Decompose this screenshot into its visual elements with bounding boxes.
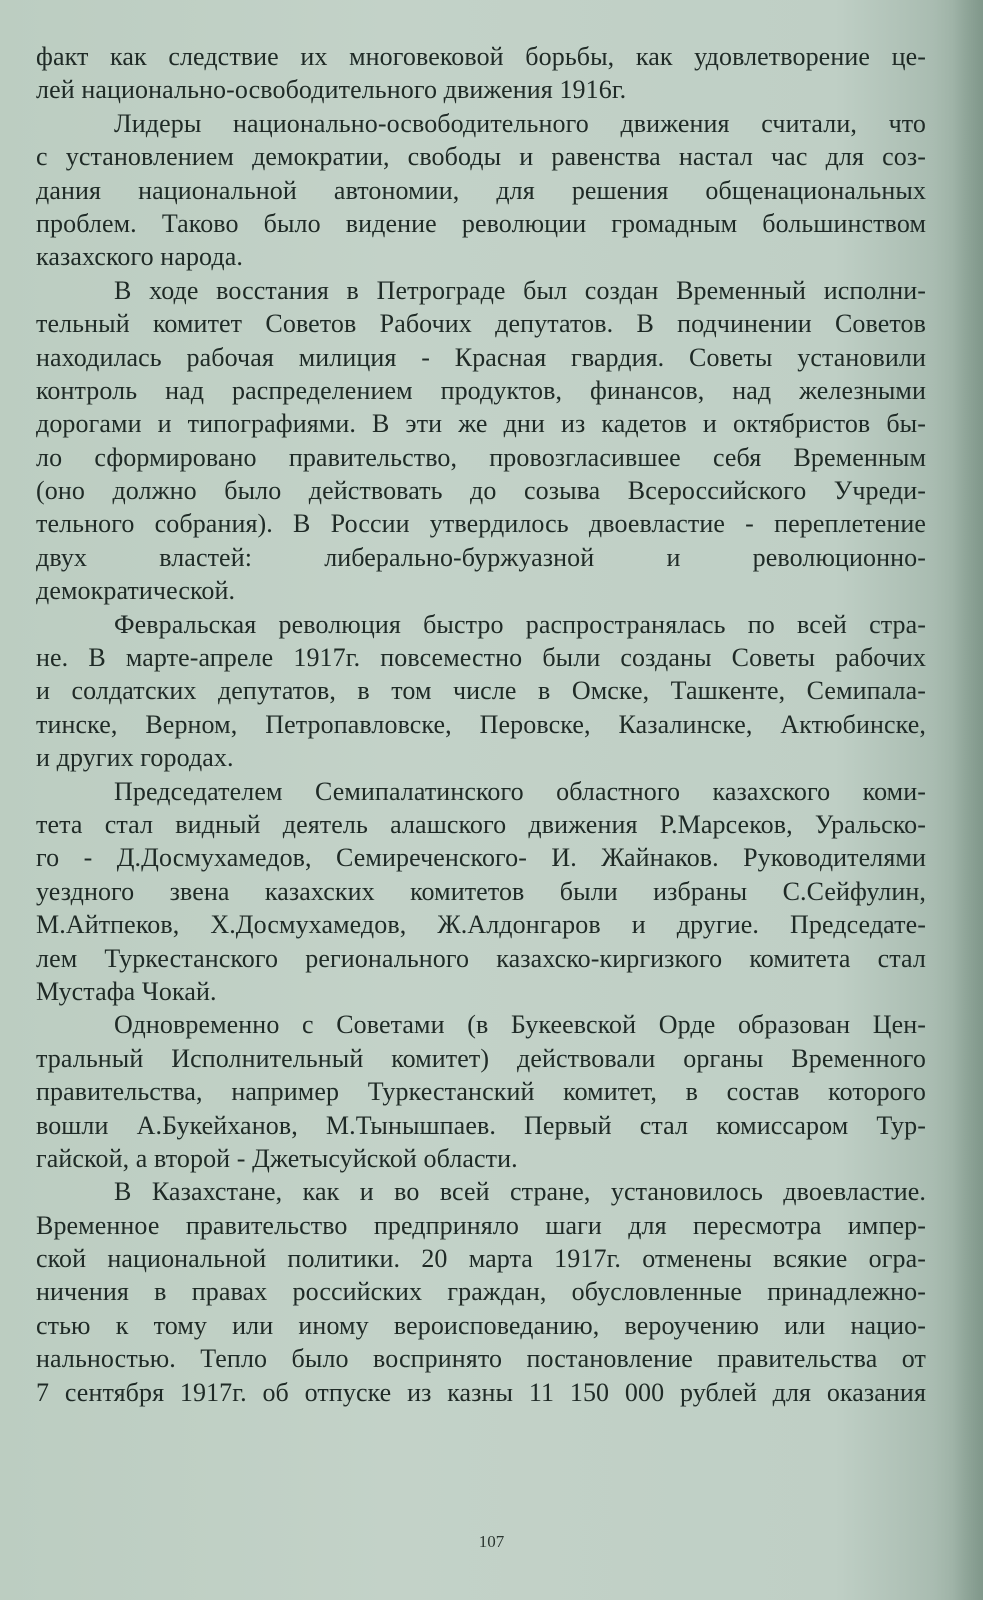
text-line: ской национальной политики. 20 марта 1917г. отменены всякие огра- [36, 1244, 926, 1274]
paragraph-2 [36, 107, 926, 274]
text-line: Мустафа Чокай. [36, 976, 217, 1006]
paragraph-1 [36, 40, 926, 107]
page-body [36, 40, 926, 1409]
book-spine-shadow [953, 0, 983, 1600]
text-line: двух властей: либерально-буржуазной и революционно- [36, 542, 926, 572]
text-line: тельный комитет Советов Рабочих депутатов. В подчинении Советов [36, 309, 926, 339]
text-line: и других городах. [36, 743, 234, 773]
text-line: с установлением демократии, свободы и равенства настал час для соз- [36, 142, 926, 172]
text-line: гайской, а второй - Джетысуйской области. [36, 1143, 518, 1173]
text-line: го - Д.Досмухамедов, Семиреченского- И. Жайнаков. Руководителями [36, 843, 926, 873]
text-line: Одновременно с Советами (в Букеевской Орде образован Цен- [114, 1010, 926, 1040]
text-line: лей национально-освободительного движения 1916г. [36, 75, 627, 105]
text-line: и солдатских депутатов, в том числе в Омске, Ташкенте, Семипала- [36, 676, 926, 706]
text-line: Председателем Семипалатинского областного казахского коми- [114, 776, 926, 806]
text-line: казахского народа. [36, 242, 243, 272]
text-line: уездного звена казахских комитетов были избраны С.Сейфулин, [36, 876, 926, 906]
text-line: находилась рабочая милиция - Красная гвардия. Советы установили [36, 342, 926, 372]
text-line: М.Айтпеков, Х.Досмухамедов, Ж.Алдонгаров и другие. Председате- [36, 910, 926, 940]
text-line: стью к тому или иному вероисповеданию, вероучению или нацио- [36, 1310, 926, 1340]
text-line: правительства, например Туркестанский комитет, в состав которого [36, 1077, 926, 1107]
paragraph-5 [36, 775, 926, 1009]
text-line: тральный Исполнительный комитет) действовали органы Временного [36, 1043, 926, 1073]
text-line: демократической. [36, 576, 236, 606]
text-line: Февральская революция быстро распространялась по всей стра- [114, 609, 926, 639]
text-line: вошли А.Букейханов, М.Тынышпаев. Первый стал комиссаром Тур- [36, 1110, 926, 1140]
text-line: нальностью. Тепло было воспринято постановление правительства от [36, 1344, 926, 1374]
text-line: (оно должно было действовать до созыва Всероссийского Учреди- [36, 476, 926, 506]
paragraph-7 [36, 1175, 926, 1409]
text-line: не. В марте-апреле 1917г. повсеместно были созданы Советы рабочих [36, 643, 926, 673]
text-line: лем Туркестанского регионального казахско-киргизкого комитета стал [36, 943, 926, 973]
text-line: тинске, Верном, Петропавловске, Перовске, Казалинске, Актюбинске, [36, 709, 926, 739]
text-line: дорогами и типографиями. В эти же дни из кадетов и октябристов бы- [36, 409, 926, 439]
text-line: Временное правительство предприняло шаги для пересмотра импер- [36, 1210, 926, 1240]
text-line: ло сформировано правительство, провозгласившее себя Временным [36, 442, 926, 472]
paragraph-3 [36, 274, 926, 608]
text-line: 7 сентября 1917г. об отпуске из казны 11 150 000 рублей для оказания [36, 1377, 926, 1407]
page-number: 107 [478, 1532, 505, 1551]
text-line: тельного собрания). В России утвердилось двоевластие - переплетение [36, 509, 926, 539]
text-line: ничения в правах российских граждан, обусловленные принадлежно- [36, 1277, 926, 1307]
text-line: В Казахстане, как и во всей стране, установилось двоевластие. [114, 1177, 926, 1207]
text-line: Лидеры национально-освободительного движения считали, что [114, 108, 926, 138]
text-line: контроль над распределением продуктов, финансов, над железными [36, 375, 926, 405]
text-line: проблем. Таково было видение революции громадным большинством [36, 208, 926, 238]
text-line: В ходе восстания в Петрограде был создан Временный исполни- [114, 275, 926, 305]
text-line: тета стал видный деятель алашского движения Р.Марсеков, Уральско- [36, 809, 926, 839]
text-line: факт как следствие их многовековой борьбы, как удовлетворение це- [36, 42, 926, 71]
paragraph-6 [36, 1008, 926, 1175]
text-line: дания национальной автономии, для решения общенациональных [36, 175, 926, 205]
paragraph-4 [36, 608, 926, 775]
